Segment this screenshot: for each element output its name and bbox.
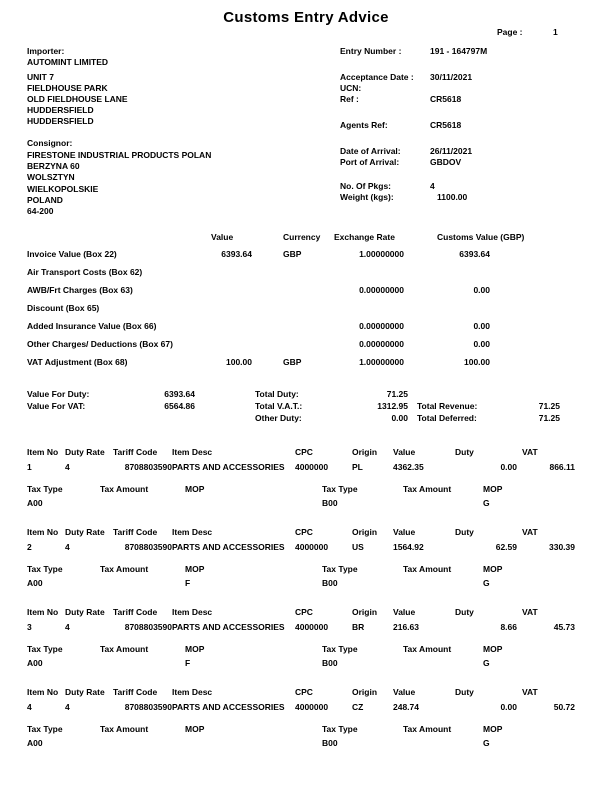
- item-header-origin: Origin: [352, 527, 378, 537]
- consignor-line: POLAND: [27, 195, 63, 205]
- item-header-duty: Duty: [455, 527, 474, 537]
- total-duty-label: Total Duty:: [255, 389, 299, 399]
- mop-header: MOP: [483, 564, 503, 574]
- item-header-cpc: CPC: [295, 527, 313, 537]
- mop-header: MOP: [483, 644, 503, 654]
- item-header-vat: VAT: [522, 687, 538, 697]
- weight-value: 1100.00: [437, 192, 468, 202]
- port-of-arrival-label: Port of Arrival:: [340, 157, 400, 167]
- charges-row-label: AWB/Frt Charges (Box 63): [27, 285, 133, 295]
- value-for-vat-value: 6564.86: [164, 401, 195, 411]
- charges-row-label: VAT Adjustment (Box 68): [27, 357, 128, 367]
- importer-line: FIELDHOUSE PARK: [27, 83, 108, 93]
- mop-value: G: [483, 738, 490, 748]
- tax-amount-header: Tax Amount: [403, 484, 452, 494]
- total-vat-label: Total V.A.T.:: [255, 401, 303, 411]
- weight-label: Weight (kgs):: [340, 192, 394, 202]
- tax-type-header: Tax Type: [27, 484, 63, 494]
- total-duty-value: 71.25: [386, 389, 408, 399]
- item-header-vat: VAT: [522, 607, 538, 617]
- item-tariff-code: 8708803590: [124, 462, 172, 472]
- page-label: Page :: [497, 27, 523, 37]
- item-header-item-no: Item No: [27, 447, 59, 457]
- item-no: 3: [27, 622, 32, 632]
- ucn-label: UCN:: [340, 83, 362, 93]
- importer-line: HUDDERSFIELD: [27, 105, 94, 115]
- charges-row-label: Discount (Box 65): [27, 303, 100, 313]
- importer-line: OLD FIELDHOUSE LANE: [27, 94, 128, 104]
- consignor-line: 64-200: [27, 206, 54, 216]
- tax-amount-header: Tax Amount: [100, 644, 149, 654]
- item-header-value: Value: [393, 447, 416, 457]
- item-desc: PARTS AND ACCESSORIES: [172, 462, 285, 472]
- item-header-duty: Duty: [455, 687, 474, 697]
- consignor-line: WOLSZTYN: [27, 172, 75, 182]
- date-of-arrival-label: Date of Arrival:: [340, 146, 401, 156]
- item-header-origin: Origin: [352, 607, 378, 617]
- tax-amount-header: Tax Amount: [100, 724, 149, 734]
- consignor-label: Consignor:: [27, 138, 73, 148]
- charges-row-label: Invoice Value (Box 22): [27, 249, 117, 259]
- item-duty: 0.00: [500, 702, 517, 712]
- item-no: 4: [27, 702, 32, 712]
- charges-header-currency: Currency: [283, 232, 321, 242]
- item-vat: 866.11: [549, 462, 575, 472]
- item-duty: 0.00: [500, 462, 517, 472]
- item-origin: US: [352, 542, 364, 552]
- importer-line: AUTOMINT LIMITED: [27, 57, 109, 67]
- item-tariff-code: 8708803590: [124, 542, 172, 552]
- document-title: Customs Entry Advice: [223, 9, 389, 26]
- item-origin: PL: [352, 462, 363, 472]
- tax-type-header: Tax Type: [27, 644, 63, 654]
- charges-row-customs-value: 0.00: [473, 339, 490, 349]
- acceptance-date-label: Acceptance Date :: [340, 72, 414, 82]
- item-tariff-code: 8708803590: [124, 702, 172, 712]
- item-vat: 50.72: [553, 702, 575, 712]
- total-deferred-value: 71.25: [538, 413, 560, 423]
- mop-value: F: [185, 658, 191, 668]
- item-header-duty: Duty: [455, 447, 474, 457]
- tax-type-header: Tax Type: [27, 724, 63, 734]
- mop-header: MOP: [185, 484, 205, 494]
- item-header-origin: Origin: [352, 687, 378, 697]
- tax-type-header: Tax Type: [322, 724, 358, 734]
- mop-header: MOP: [483, 724, 503, 734]
- tax-amount-header: Tax Amount: [403, 564, 452, 574]
- total-revenue-label: Total Revenue:: [417, 401, 478, 411]
- consignor-line: WIELKOPOLSKIE: [27, 184, 99, 194]
- mop-header: MOP: [483, 484, 503, 494]
- charges-row-label: Air Transport Costs (Box 62): [27, 267, 143, 277]
- tax-type-value: A00: [27, 738, 43, 748]
- item-header-cpc: CPC: [295, 447, 313, 457]
- item-header-duty-rate: Duty Rate: [65, 687, 105, 697]
- importer-line: UNIT 7: [27, 72, 54, 82]
- other-duty-value: 0.00: [391, 413, 408, 423]
- mop-header: MOP: [185, 724, 205, 734]
- item-duty-rate: 4: [65, 622, 70, 632]
- tax-type-header: Tax Type: [27, 564, 63, 574]
- charges-row-label: Other Charges/ Deductions (Box 67): [27, 339, 173, 349]
- tax-amount-header: Tax Amount: [100, 564, 149, 574]
- item-header-duty-rate: Duty Rate: [65, 527, 105, 537]
- charges-header-exchange-rate: Exchange Rate: [334, 232, 395, 242]
- item-header-item-no: Item No: [27, 527, 59, 537]
- charges-row-exchange-rate: 0.00000000: [359, 285, 404, 295]
- item-duty: 62.59: [495, 542, 517, 552]
- item-header-tariff-code: Tariff Code: [113, 687, 158, 697]
- item-header-tariff-code: Tariff Code: [113, 607, 158, 617]
- item-header-duty: Duty: [455, 607, 474, 617]
- total-revenue-value: 71.25: [538, 401, 560, 411]
- item-cpc: 4000000: [295, 462, 329, 472]
- item-desc: PARTS AND ACCESSORIES: [172, 542, 285, 552]
- item-header-origin: Origin: [352, 447, 378, 457]
- item-header-item-no: Item No: [27, 607, 59, 617]
- consignor-line: FIRESTONE INDUSTRIAL PRODUCTS POLAN: [27, 150, 212, 160]
- mop-value: G: [483, 498, 490, 508]
- tax-type-value: B00: [322, 578, 338, 588]
- tax-type-value: B00: [322, 658, 338, 668]
- charges-row-label: Added Insurance Value (Box 66): [27, 321, 157, 331]
- charges-row-customs-value: 0.00: [473, 321, 490, 331]
- item-cpc: 4000000: [295, 622, 329, 632]
- value-for-duty-label: Value For Duty:: [27, 389, 90, 399]
- item-vat: 45.73: [553, 622, 575, 632]
- value-for-duty-value: 6393.64: [164, 389, 195, 399]
- tax-type-value: A00: [27, 498, 43, 508]
- item-origin: BR: [352, 622, 365, 632]
- acceptance-date-value: 30/11/2021: [430, 72, 473, 82]
- charges-row-customs-value: 100.00: [464, 357, 490, 367]
- item-value: 4362.35: [393, 462, 424, 472]
- charges-row-exchange-rate: 0.00000000: [359, 321, 404, 331]
- importer-line: HUDDERSFIELD: [27, 116, 94, 126]
- entry-number-value: 191 - 164797M: [430, 46, 488, 56]
- item-duty: 8.66: [500, 622, 517, 632]
- charges-row-value: 6393.64: [221, 249, 252, 259]
- tax-amount-header: Tax Amount: [100, 484, 149, 494]
- tax-type-value: A00: [27, 658, 43, 668]
- port-of-arrival-value: GBDOV: [430, 157, 462, 167]
- item-origin: CZ: [352, 702, 364, 712]
- tax-type-value: B00: [322, 498, 338, 508]
- item-header-tariff-code: Tariff Code: [113, 527, 158, 537]
- page-number: 1: [553, 27, 558, 37]
- item-header-value: Value: [393, 687, 416, 697]
- total-deferred-label: Total Deferred:: [417, 413, 477, 423]
- charges-row-currency: GBP: [283, 357, 302, 367]
- mop-value: G: [483, 578, 490, 588]
- item-no: 2: [27, 542, 32, 552]
- tax-amount-header: Tax Amount: [403, 724, 452, 734]
- tax-amount-header: Tax Amount: [403, 644, 452, 654]
- item-header-value: Value: [393, 527, 416, 537]
- item-cpc: 4000000: [295, 542, 329, 552]
- tax-type-value: A00: [27, 578, 43, 588]
- consignor-line: BERZYNA 60: [27, 161, 80, 171]
- tax-type-header: Tax Type: [322, 484, 358, 494]
- item-duty-rate: 4: [65, 542, 70, 552]
- item-header-item-no: Item No: [27, 687, 59, 697]
- charges-row-exchange-rate: 0.00000000: [359, 339, 404, 349]
- item-cpc: 4000000: [295, 702, 329, 712]
- item-desc: PARTS AND ACCESSORIES: [172, 702, 285, 712]
- importer-label: Importer:: [27, 46, 65, 56]
- no-of-pkgs-value: 4: [430, 181, 435, 191]
- item-header-item-desc: Item Desc: [172, 607, 213, 617]
- charges-row-customs-value: 6393.64: [459, 249, 490, 259]
- tax-type-header: Tax Type: [322, 644, 358, 654]
- item-header-item-desc: Item Desc: [172, 447, 213, 457]
- date-of-arrival-value: 26/11/2021: [430, 146, 473, 156]
- mop-value: F: [185, 578, 191, 588]
- charges-row-value: 100.00: [226, 357, 252, 367]
- agents-ref-value: CR5618: [430, 120, 462, 130]
- item-header-value: Value: [393, 607, 416, 617]
- item-value: 216.63: [393, 622, 419, 632]
- item-tariff-code: 8708803590: [124, 622, 172, 632]
- charges-row-exchange-rate: 1.00000000: [359, 357, 404, 367]
- charges-header-customs-value: Customs Value (GBP): [437, 232, 525, 242]
- item-header-cpc: CPC: [295, 687, 313, 697]
- ref-value: CR5618: [430, 94, 462, 104]
- item-header-cpc: CPC: [295, 607, 313, 617]
- ref-label: Ref :: [340, 94, 359, 104]
- item-desc: PARTS AND ACCESSORIES: [172, 622, 285, 632]
- no-of-pkgs-label: No. Of Pkgs:: [340, 181, 392, 191]
- total-vat-value: 1312.95: [377, 401, 408, 411]
- item-header-vat: VAT: [522, 447, 538, 457]
- item-value: 1564.92: [393, 542, 424, 552]
- item-duty-rate: 4: [65, 462, 70, 472]
- entry-number-label: Entry Number :: [340, 46, 402, 56]
- charges-row-customs-value: 0.00: [473, 285, 490, 295]
- charges-row-currency: GBP: [283, 249, 302, 259]
- mop-header: MOP: [185, 644, 205, 654]
- charges-header-value: Value: [211, 232, 234, 242]
- charges-row-exchange-rate: 1.00000000: [359, 249, 404, 259]
- agents-ref-label: Agents Ref:: [340, 120, 388, 130]
- tax-type-header: Tax Type: [322, 564, 358, 574]
- item-header-item-desc: Item Desc: [172, 687, 213, 697]
- item-header-item-desc: Item Desc: [172, 527, 213, 537]
- tax-type-value: B00: [322, 738, 338, 748]
- mop-header: MOP: [185, 564, 205, 574]
- item-header-tariff-code: Tariff Code: [113, 447, 158, 457]
- item-no: 1: [27, 462, 32, 472]
- mop-value: G: [483, 658, 490, 668]
- item-value: 248.74: [393, 702, 419, 712]
- item-header-duty-rate: Duty Rate: [65, 607, 105, 617]
- value-for-vat-label: Value For VAT:: [27, 401, 86, 411]
- item-header-duty-rate: Duty Rate: [65, 447, 105, 457]
- item-vat: 330.39: [549, 542, 575, 552]
- item-duty-rate: 4: [65, 702, 70, 712]
- other-duty-label: Other Duty:: [255, 413, 302, 423]
- item-header-vat: VAT: [522, 527, 538, 537]
